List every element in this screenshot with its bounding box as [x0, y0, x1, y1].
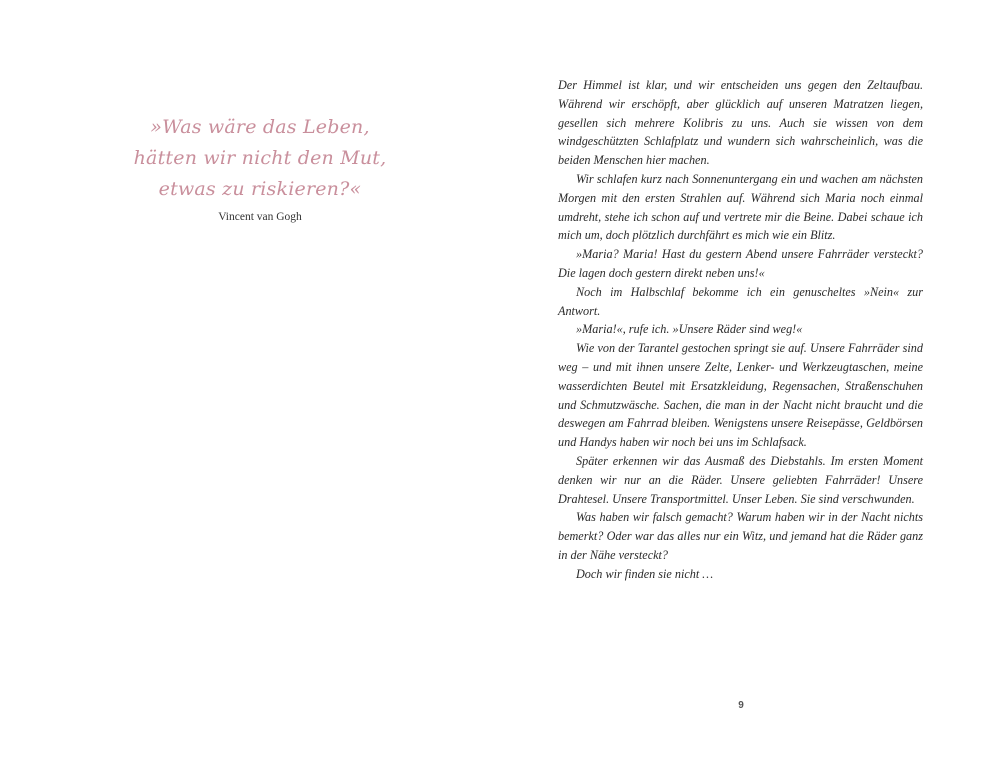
paragraph: Noch im Halbschlaf bekomme ich ein genuscheltes »Nein« zur Antwort. [558, 284, 923, 318]
page-number: 9 [738, 700, 744, 711]
paragraph: Wie von der Tarantel gestochen springt sie auf. Unsere Fahrräder sind weg – und mit ihnen unsere Zelte, Lenker- und Werkzeugtaschen, meine wasserdichten Beutel mit Ersatzkleidung, Regensachen, Straßenschuhen und Schmutzwäsche. Sachen, die man in der Nacht nicht braucht und die deswegen am Fahrrad bleiben. Wenigstens unsere Reisepässe, Geldbörsen und Handys haben wir noch bei uns im Schlafsack. [558, 341, 923, 450]
paragraph: »Maria!«, rufe ich. »Unsere Räder sind weg!« [576, 322, 803, 337]
paragraph: Was haben wir falsch gemacht? Warum haben wir in der Nacht nichts bemerkt? Oder war das alles nur ein Witz, und jemand hat die Räder ganz in der Nähe versteckt? [558, 510, 923, 562]
body-text [558, 76, 923, 584]
paragraph: Doch wir finden sie nicht … [576, 566, 714, 581]
epigraph [110, 112, 410, 225]
paragraph: Später erkennen wir das Ausmaß des Diebstahls. Im ersten Moment denken wir nur an die Räder. Unsere geliebten Fahrräder! Unsere Drahtesel. Unsere Transportmittel. Unser Leben. Sie sind verschwunden. [558, 453, 923, 506]
quote-author: Vincent van Gogh [218, 211, 302, 223]
quote-line: hätten wir nicht den Mut, [133, 147, 387, 169]
paragraph: »Maria? Maria! Hast du gestern Abend unsere Fahrräder versteckt? Die lagen doch gestern direkt neben uns!« [558, 247, 923, 280]
right-page [500, 0, 1000, 772]
quote-line: etwas zu riskieren?« [158, 178, 362, 200]
quote-line: »Was wäre das Leben, [150, 116, 370, 138]
paragraph: Der Himmel ist klar, und wir entscheiden uns gegen den Zeltaufbau. Während wir erschöpft, aber glücklich auf unseren Matratzen liegen, gesellen sich mehrere Kolibris zu uns. Auch sie wissen von dem windgeschützten Schlafplatz und wundern sich wahrscheinlich, was die beiden Menschen hier machen. [558, 78, 923, 168]
paragraph: Wir schlafen kurz nach Sonnenuntergang ein und wachen am nächsten Morgen mit den ersten Strahlen auf. Während sich Maria noch einmal umdreht, stehe ich schon auf und vertrete mir die Beine. Dabei schaue ich mich um, doch plötzlich durchfährt es mich wie ein Blitz. [558, 171, 923, 243]
